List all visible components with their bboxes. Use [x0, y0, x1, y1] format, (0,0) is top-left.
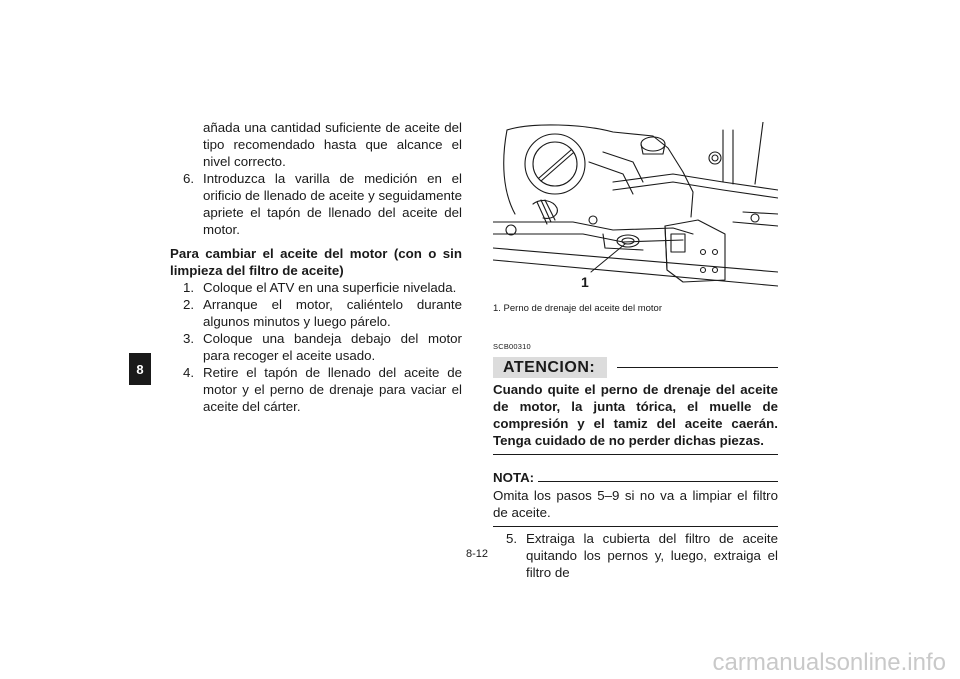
step-5 — [493, 530, 778, 581]
section-heading: Para cambiar el aceite del motor (con o sin limpieza del filtro de aceite) — [170, 246, 462, 278]
step-text: Arranque el motor, caliéntelo durante algunos minutos y luego párelo. — [203, 297, 462, 329]
step-4 — [170, 364, 462, 415]
step-6 — [170, 170, 462, 238]
step-text: Extraiga la cubierta del filtro de aceite quitando los pernos y, luego, extraiga el filtro de — [526, 531, 778, 580]
right-column — [493, 122, 778, 581]
figure-callout-number: 1 — [581, 274, 589, 290]
engine-drain-bolt-illustration — [493, 122, 778, 290]
note-text: Omita los pasos 5–9 si no va a limpiar el filtro de aceite. — [493, 487, 778, 527]
caution-label: ATENCION: — [493, 357, 607, 378]
caution-text: Cuando quite el perno de drenaje del aceite de motor, la junta tórica, el muelle de compresión y el tamiz del aceite caerán. Tenga cuidado de no perder dichas piezas. — [493, 381, 778, 455]
caution-rule — [617, 367, 778, 368]
step-3 — [170, 330, 462, 364]
note-rule — [538, 481, 778, 482]
step-text: Coloque una bandeja debajo del motor para recoger el aceite usado. — [203, 331, 462, 363]
left-column — [170, 119, 462, 415]
step-number: 1. — [183, 280, 195, 295]
note-label: NOTA: — [493, 470, 535, 485]
step-2 — [170, 296, 462, 330]
step-number: 2. — [183, 297, 195, 312]
figure-caption: 1. Perno de drenaje del aceite del motor — [493, 303, 662, 314]
step-text: Introduzca la varilla de medición en el orificio de llenado de aceite y seguidamente apriete el tapón de llenado del aceite del motor. — [203, 171, 462, 237]
continuation-text: añada una cantidad suficiente de aceite del tipo recomendado hasta que alcance el nivel correcto. — [203, 120, 462, 169]
note-header — [493, 469, 778, 486]
chapter-tab: 8 — [129, 353, 151, 385]
step-number: 4. — [183, 365, 195, 380]
watermark: carmanualsonline.info — [712, 649, 946, 676]
step-number: 3. — [183, 331, 195, 346]
page-number: 8-12 — [466, 548, 489, 560]
step-text: Coloque el ATV en una superficie nivelada. — [203, 280, 457, 295]
reference-code: SCB00310 — [493, 342, 531, 351]
step-number: 5. — [506, 531, 518, 546]
step-text: Retire el tapón de llenado del aceite de motor y el perno de drenaje para vaciar el aceite del cárter. — [203, 365, 462, 414]
caution-header — [493, 357, 778, 378]
step-1 — [170, 279, 462, 296]
step-number: 6. — [183, 171, 195, 186]
